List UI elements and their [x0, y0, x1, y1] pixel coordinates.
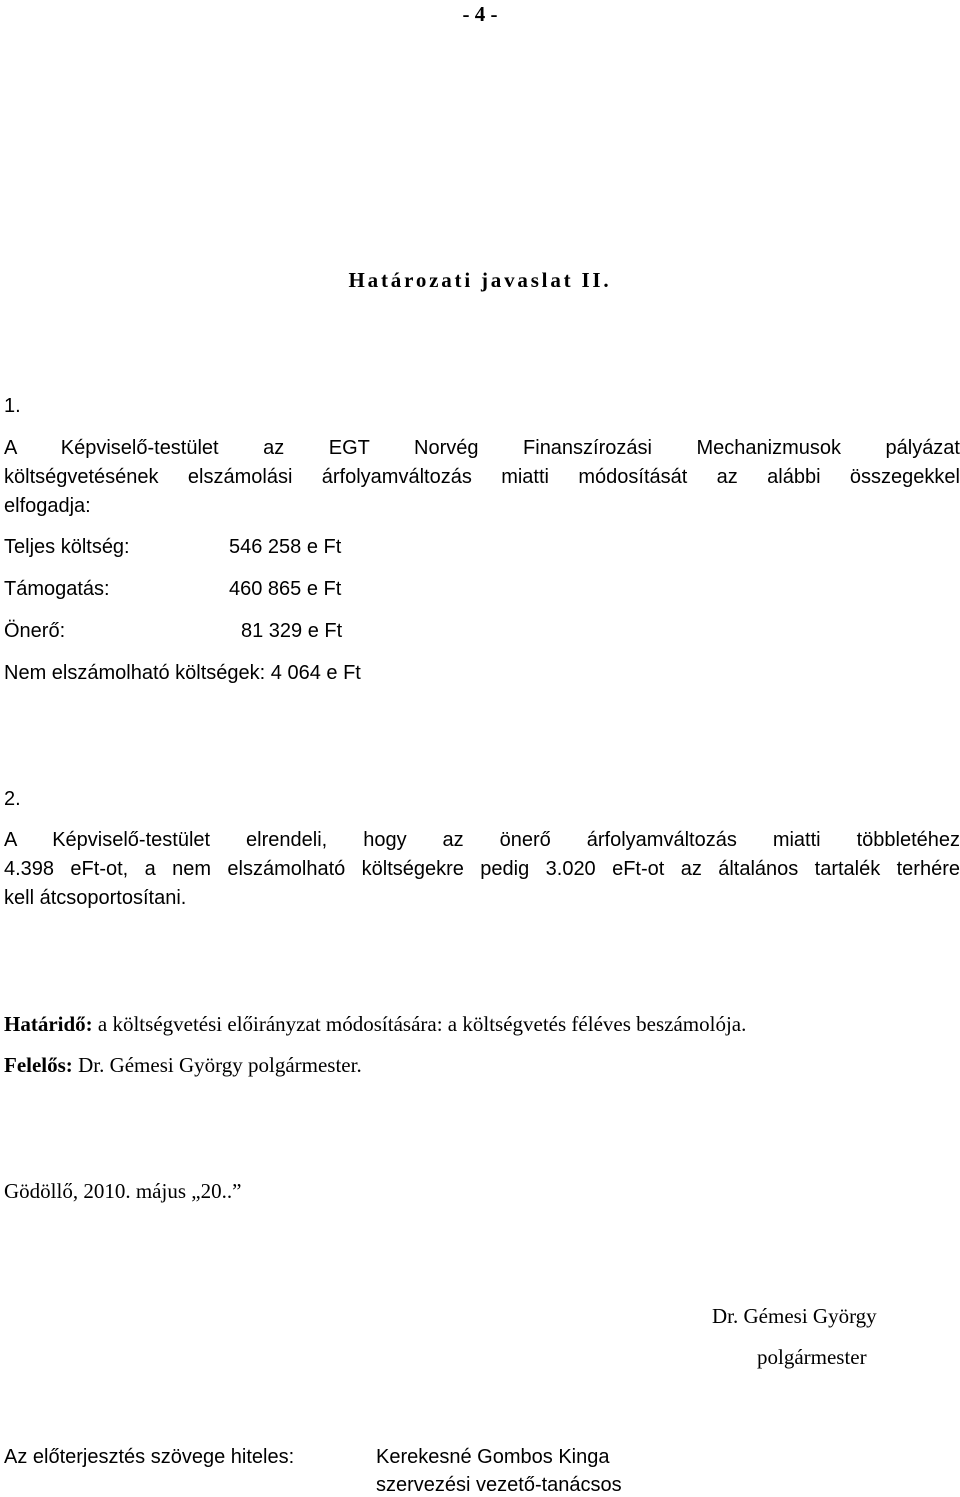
authentication-name: Kerekesné Gombos Kinga [376, 1446, 610, 1468]
responsible-label: Felelős: [4, 1053, 73, 1077]
deadline-text: a költségvetési előirányzat módosítására: a költségvetés féléves beszámolója. [92, 1012, 747, 1036]
signature-name: Dr. Gémesi György [712, 1304, 877, 1328]
own-contribution-label: Önerő: [4, 620, 66, 642]
section-1-line-3: elfogadja: [4, 495, 91, 517]
section-2-line-1: A Képviselő-testület elrendeli, hogy az önerő árfolyamváltozás miatti többletéhez [4, 829, 960, 851]
section-2-number: 2. [4, 788, 21, 810]
deadline-line [4, 1012, 746, 1036]
own-contribution-value: 81 329 e Ft [241, 620, 343, 642]
section-2-line-3: kell átcsoportosítani. [4, 887, 187, 909]
section-2-line-2: 4.398 eFt-ot, a nem elszámolható költségekre pedig 3.020 eFt-ot az általános tartalék terhére [4, 858, 960, 880]
section-1-line-2: költségvetésének elszámolási árfolyamváltozás miatti módosítását az alábbi összegekkel [4, 466, 960, 488]
non-eligible-costs: Nem elszámolható költségek: 4 064 e Ft [4, 662, 361, 684]
deadline-label: Határidő: [4, 1012, 93, 1036]
responsible-line [4, 1053, 362, 1077]
section-1-line-1: A Képviselő-testület az EGT Norvég Finanszírozási Mechanizmusok pályázat [4, 437, 960, 459]
subsidy-label: Támogatás: [4, 578, 110, 600]
page-number: - 4 - [462, 2, 498, 26]
section-1-number: 1. [4, 395, 21, 417]
subsidy-value: 460 865 e Ft [229, 578, 342, 600]
authentication-label: Az előterjesztés szövege hiteles: [4, 1446, 295, 1468]
place-date: Gödöllő, 2010. május „20..” [4, 1179, 242, 1203]
total-cost-label: Teljes költség: [4, 536, 130, 558]
authentication-position: szervezési vezető-tanácsos [376, 1474, 622, 1496]
total-cost-value: 546 258 e Ft [229, 536, 342, 558]
document-title: Határozati javaslat II. [348, 268, 612, 292]
responsible-text: Dr. Gémesi György polgármester. [72, 1053, 362, 1077]
signature-title: polgármester [757, 1345, 867, 1369]
